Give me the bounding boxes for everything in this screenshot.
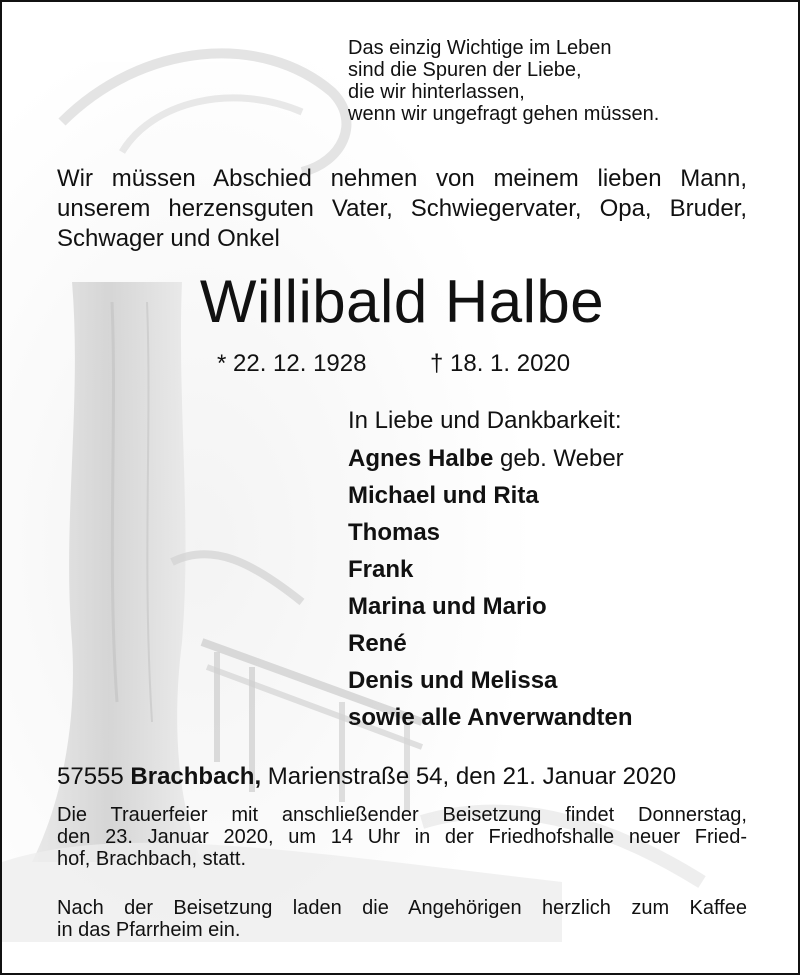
deceased-name: Willibald Halbe [199, 268, 605, 335]
zip-code: 57555 [57, 763, 131, 790]
mourner-name: Thomas [348, 519, 441, 546]
mourner-name: Frank [348, 556, 414, 583]
funeral-info-line: den 23. Januar 2020, um 14 Uhr in der Friedhofshalle neuer Fried- [57, 826, 747, 848]
intro-line: Wir müssen Abschied nehmen von meinem lieben Mann, [57, 165, 747, 192]
mourner-name: Marina und Mario [348, 593, 547, 620]
birth-date: * 22. 12. 1928 [217, 350, 367, 377]
mourner-name: Michael und Rita [348, 482, 539, 509]
place-date-line [57, 762, 747, 792]
mourners-heading: In Liebe und Dankbarkeit: [348, 407, 622, 434]
town-name: Brachbach, [130, 763, 262, 790]
mourner-first-suffix: geb. Weber [493, 445, 624, 472]
funeral-info-line: Die Trauerfeier mit anschließender Beisetzung findet Donnerstag, [57, 804, 747, 826]
poem-line: die wir hinterlassen, [348, 81, 525, 103]
mourner-name [348, 444, 624, 474]
poem-line: wenn wir ungefragt gehen müssen. [348, 103, 660, 125]
mourner-name: Denis und Melissa [348, 667, 558, 694]
poem-line: Das einzig Wichtige im Leben [348, 37, 612, 59]
address-date: Marienstraße 54, den 21. Januar 2020 [261, 763, 677, 790]
death-date: † 18. 1. 2020 [430, 350, 571, 377]
poem-line: sind die Spuren der Liebe, [348, 59, 582, 81]
intro-line: unserem herzensguten Vater, Schwiegervater, Opa, Bruder, [57, 195, 747, 222]
mourner-first-name: Agnes Halbe [348, 445, 494, 472]
mourner-name: sowie alle Anverwandten [348, 704, 633, 731]
intro-line: Schwager und Onkel [57, 225, 280, 252]
mourner-name: René [348, 630, 407, 657]
coffee-info-line: Nach der Beisetzung laden die Angehörigen herzlich zum Kaffee [57, 897, 747, 919]
funeral-info-line: hof, Brachbach, statt. [57, 848, 246, 870]
coffee-info-line: in das Pfarrheim ein. [57, 919, 241, 941]
